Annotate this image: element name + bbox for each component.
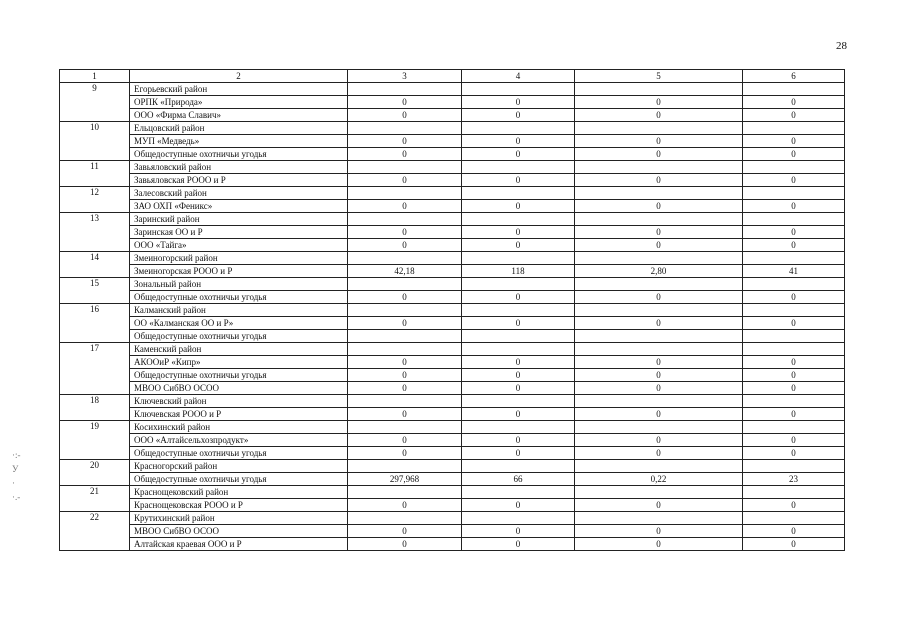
value-cell-col3: 0 — [348, 96, 462, 109]
table-row — [60, 109, 845, 122]
district-name: Ключевский район — [130, 395, 348, 408]
table-body — [60, 70, 845, 551]
table-row — [60, 239, 845, 252]
row-number: 14 — [60, 252, 130, 278]
empty-cell — [575, 512, 743, 525]
value-cell-col6: 0 — [743, 525, 845, 538]
value-cell-col3: 0 — [348, 499, 462, 512]
value-cell-col4: 0 — [462, 525, 575, 538]
header-cell: 6 — [743, 70, 845, 83]
value-cell-col6: 0 — [743, 148, 845, 161]
row-number: 9 — [60, 83, 130, 122]
value-cell-col4: 0 — [462, 109, 575, 122]
district-name: Каменский район — [130, 343, 348, 356]
margin-mark: ·:- — [12, 450, 21, 460]
organization-name: ЗАО ОХП «Феникс» — [130, 200, 348, 213]
empty-cell — [743, 460, 845, 473]
value-cell-col3: 0 — [348, 148, 462, 161]
value-cell-col6: 0 — [743, 291, 845, 304]
row-number: 10 — [60, 122, 130, 161]
empty-cell — [743, 252, 845, 265]
organization-name: Общедоступные охотничьи угодья — [130, 473, 348, 486]
district-name: Калманский район — [130, 304, 348, 317]
empty-cell — [743, 343, 845, 356]
value-cell-col5: 2,80 — [575, 265, 743, 278]
empty-cell — [348, 421, 462, 434]
district-name: Косихинский район — [130, 421, 348, 434]
table-row — [60, 291, 845, 304]
value-cell-col5: 0 — [575, 499, 743, 512]
value-cell-col5: 0 — [575, 356, 743, 369]
value-cell-col4: 0 — [462, 447, 575, 460]
empty-cell — [348, 213, 462, 226]
value-cell-col3: 0 — [348, 538, 462, 551]
empty-cell — [462, 304, 575, 317]
table-row — [60, 200, 845, 213]
row-number: 18 — [60, 395, 130, 421]
value-cell-col6: 0 — [743, 109, 845, 122]
hunting-grounds-table — [59, 69, 845, 551]
table-row — [60, 135, 845, 148]
value-cell-col4: 0 — [462, 499, 575, 512]
margin-mark: · — [12, 478, 15, 488]
value-cell-col3: 0 — [348, 226, 462, 239]
value-cell-col6: 0 — [743, 317, 845, 330]
empty-cell — [462, 512, 575, 525]
value-cell-col4: 0 — [462, 538, 575, 551]
value-cell-col4: 0 — [462, 434, 575, 447]
empty-cell — [462, 278, 575, 291]
table-row — [60, 356, 845, 369]
district-row — [60, 304, 845, 317]
value-cell-col3 — [348, 330, 462, 343]
row-number: 20 — [60, 460, 130, 486]
row-number: 11 — [60, 161, 130, 187]
header-cell: 3 — [348, 70, 462, 83]
value-cell-col6: 0 — [743, 369, 845, 382]
empty-cell — [462, 252, 575, 265]
value-cell-col3: 0 — [348, 174, 462, 187]
organization-name: Общедоступные охотничьи угодья — [130, 447, 348, 460]
empty-cell — [348, 187, 462, 200]
table-row — [60, 382, 845, 395]
value-cell-col4: 0 — [462, 96, 575, 109]
value-cell-col4: 0 — [462, 356, 575, 369]
row-number: 15 — [60, 278, 130, 304]
table-row — [60, 148, 845, 161]
empty-cell — [575, 187, 743, 200]
row-number: 12 — [60, 187, 130, 213]
empty-cell — [348, 343, 462, 356]
empty-cell — [743, 512, 845, 525]
organization-name: МУП «Медведь» — [130, 135, 348, 148]
value-cell-col3: 0 — [348, 356, 462, 369]
district-name: Ельцовский район — [130, 122, 348, 135]
district-name: Зональный район — [130, 278, 348, 291]
organization-name: МВОО СибВО ОСОО — [130, 525, 348, 538]
organization-name: АКООиР «Кипр» — [130, 356, 348, 369]
district-row — [60, 213, 845, 226]
value-cell-col5: 0 — [575, 109, 743, 122]
value-cell-col4: 0 — [462, 382, 575, 395]
value-cell-col4: 0 — [462, 239, 575, 252]
value-cell-col3: 297,968 — [348, 473, 462, 486]
empty-cell — [348, 395, 462, 408]
organization-name: Алтайская краевая ООО и Р — [130, 538, 348, 551]
empty-cell — [462, 122, 575, 135]
empty-cell — [348, 252, 462, 265]
value-cell-col4: 0 — [462, 317, 575, 330]
value-cell-col3: 0 — [348, 382, 462, 395]
empty-cell — [462, 421, 575, 434]
table-row — [60, 499, 845, 512]
value-cell-col6: 0 — [743, 200, 845, 213]
value-cell-col6: 0 — [743, 135, 845, 148]
empty-cell — [348, 512, 462, 525]
value-cell-col4: 0 — [462, 148, 575, 161]
table-row — [60, 525, 845, 538]
value-cell-col4 — [462, 330, 575, 343]
empty-cell — [462, 83, 575, 96]
value-cell-col3: 0 — [348, 200, 462, 213]
value-cell-col4: 0 — [462, 200, 575, 213]
empty-cell — [743, 486, 845, 499]
table-row — [60, 538, 845, 551]
organization-name: Заринская ОО и Р — [130, 226, 348, 239]
organization-name: Ключевская РООО и Р — [130, 408, 348, 421]
value-cell-col6: 0 — [743, 382, 845, 395]
value-cell-col6: 0 — [743, 538, 845, 551]
table-row — [60, 473, 845, 486]
table-row — [60, 369, 845, 382]
value-cell-col5: 0 — [575, 239, 743, 252]
table-header-row — [60, 70, 845, 83]
district-name: Крутихинский район — [130, 512, 348, 525]
empty-cell — [348, 486, 462, 499]
value-cell-col4: 66 — [462, 473, 575, 486]
value-cell-col3: 0 — [348, 408, 462, 421]
value-cell-col5: 0 — [575, 408, 743, 421]
organization-name: ООО «Фирма Славич» — [130, 109, 348, 122]
value-cell-col6: 0 — [743, 356, 845, 369]
organization-name: Общедоступные охотничьи угодья — [130, 291, 348, 304]
empty-cell — [462, 486, 575, 499]
organization-name: Змеиногорская РООО и Р — [130, 265, 348, 278]
empty-cell — [348, 83, 462, 96]
district-name: Заринский район — [130, 213, 348, 226]
table-row — [60, 434, 845, 447]
value-cell-col3: 0 — [348, 239, 462, 252]
table-row — [60, 265, 845, 278]
empty-cell — [743, 304, 845, 317]
row-number: 22 — [60, 512, 130, 551]
empty-cell — [462, 395, 575, 408]
empty-cell — [462, 213, 575, 226]
district-row — [60, 187, 845, 200]
district-row — [60, 122, 845, 135]
empty-cell — [575, 421, 743, 434]
value-cell-col4: 0 — [462, 226, 575, 239]
organization-name: Общедоступные охотничьи угодья — [130, 330, 348, 343]
value-cell-col5: 0 — [575, 538, 743, 551]
organization-name: Общедоступные охотничьи угодья — [130, 148, 348, 161]
value-cell-col3: 0 — [348, 447, 462, 460]
empty-cell — [462, 343, 575, 356]
value-cell-col5: 0 — [575, 525, 743, 538]
page-number: 28 — [836, 40, 847, 52]
organization-name: ООО «Тайга» — [130, 239, 348, 252]
value-cell-col3: 0 — [348, 109, 462, 122]
organization-name: МВОО СибВО ОСОО — [130, 382, 348, 395]
value-cell-col6: 0 — [743, 96, 845, 109]
value-cell-col5: 0 — [575, 447, 743, 460]
organization-name: Краснощековская РООО и Р — [130, 499, 348, 512]
header-cell: 2 — [130, 70, 348, 83]
value-cell-col3: 0 — [348, 291, 462, 304]
table-row — [60, 96, 845, 109]
row-number: 13 — [60, 213, 130, 252]
organization-name: Завьяловская РООО и Р — [130, 174, 348, 187]
value-cell-col6: 41 — [743, 265, 845, 278]
empty-cell — [462, 187, 575, 200]
empty-cell — [575, 252, 743, 265]
district-row — [60, 421, 845, 434]
header-cell: 4 — [462, 70, 575, 83]
organization-name: ОО «Калманская ОО и Р» — [130, 317, 348, 330]
row-number: 21 — [60, 486, 130, 512]
value-cell-col6: 0 — [743, 447, 845, 460]
value-cell-col5: 0 — [575, 317, 743, 330]
district-row — [60, 512, 845, 525]
value-cell-col5: 0 — [575, 200, 743, 213]
empty-cell — [743, 213, 845, 226]
value-cell-col4: 0 — [462, 135, 575, 148]
district-row — [60, 252, 845, 265]
empty-cell — [575, 161, 743, 174]
value-cell-col5: 0,22 — [575, 473, 743, 486]
table-row — [60, 447, 845, 460]
organization-name: ООО «Алтайсельхозпродукт» — [130, 434, 348, 447]
value-cell-col3: 42,18 — [348, 265, 462, 278]
district-name: Залесовский район — [130, 187, 348, 200]
row-number: 17 — [60, 343, 130, 395]
district-name: Завьяловский район — [130, 161, 348, 174]
empty-cell — [575, 395, 743, 408]
value-cell-col5: 0 — [575, 291, 743, 304]
value-cell-col6: 23 — [743, 473, 845, 486]
value-cell-col4: 0 — [462, 291, 575, 304]
value-cell-col6: 0 — [743, 174, 845, 187]
empty-cell — [462, 460, 575, 473]
value-cell-col5: 0 — [575, 369, 743, 382]
district-name: Змеиногорский район — [130, 252, 348, 265]
value-cell-col5: 0 — [575, 96, 743, 109]
value-cell-col6: 0 — [743, 239, 845, 252]
table-row — [60, 408, 845, 421]
value-cell-col3: 0 — [348, 135, 462, 148]
empty-cell — [575, 460, 743, 473]
organization-name: ОРПК «Природа» — [130, 96, 348, 109]
value-cell-col5: 0 — [575, 135, 743, 148]
value-cell-col5: 0 — [575, 434, 743, 447]
value-cell-col6 — [743, 330, 845, 343]
value-cell-col4: 0 — [462, 369, 575, 382]
district-name: Егорьевский район — [130, 83, 348, 96]
value-cell-col5: 0 — [575, 226, 743, 239]
district-row — [60, 161, 845, 174]
empty-cell — [575, 83, 743, 96]
district-row — [60, 395, 845, 408]
district-row — [60, 486, 845, 499]
empty-cell — [348, 122, 462, 135]
table-row — [60, 174, 845, 187]
value-cell-col5: 0 — [575, 382, 743, 395]
value-cell-col3: 0 — [348, 434, 462, 447]
value-cell-col3: 0 — [348, 525, 462, 538]
margin-mark: У — [12, 464, 19, 474]
district-row — [60, 460, 845, 473]
value-cell-col3: 0 — [348, 317, 462, 330]
district-name: Красногорский район — [130, 460, 348, 473]
empty-cell — [575, 213, 743, 226]
district-name: Краснощековский район — [130, 486, 348, 499]
row-number: 19 — [60, 421, 130, 460]
empty-cell — [348, 304, 462, 317]
empty-cell — [575, 486, 743, 499]
value-cell-col6: 0 — [743, 408, 845, 421]
value-cell-col4: 118 — [462, 265, 575, 278]
empty-cell — [575, 122, 743, 135]
value-cell-col5: 0 — [575, 148, 743, 161]
table-row — [60, 226, 845, 239]
table-row — [60, 330, 845, 343]
district-row — [60, 278, 845, 291]
empty-cell — [743, 278, 845, 291]
empty-cell — [348, 278, 462, 291]
value-cell-col6: 0 — [743, 499, 845, 512]
empty-cell — [743, 161, 845, 174]
empty-cell — [743, 187, 845, 200]
margin-scan-marks — [12, 448, 21, 504]
empty-cell — [743, 395, 845, 408]
empty-cell — [575, 278, 743, 291]
empty-cell — [743, 421, 845, 434]
district-row — [60, 343, 845, 356]
empty-cell — [575, 343, 743, 356]
margin-mark: ·.- — [12, 492, 21, 502]
row-number: 16 — [60, 304, 130, 343]
value-cell-col3: 0 — [348, 369, 462, 382]
header-cell: 5 — [575, 70, 743, 83]
district-row — [60, 83, 845, 96]
header-cell: 1 — [60, 70, 130, 83]
empty-cell — [348, 161, 462, 174]
value-cell-col4: 0 — [462, 174, 575, 187]
value-cell-col5: 0 — [575, 174, 743, 187]
empty-cell — [743, 83, 845, 96]
value-cell-col6: 0 — [743, 226, 845, 239]
empty-cell — [348, 460, 462, 473]
value-cell-col4: 0 — [462, 408, 575, 421]
value-cell-col6: 0 — [743, 434, 845, 447]
table-row — [60, 317, 845, 330]
empty-cell — [462, 161, 575, 174]
value-cell-col5 — [575, 330, 743, 343]
organization-name: Общедоступные охотничьи угодья — [130, 369, 348, 382]
empty-cell — [743, 122, 845, 135]
empty-cell — [575, 304, 743, 317]
